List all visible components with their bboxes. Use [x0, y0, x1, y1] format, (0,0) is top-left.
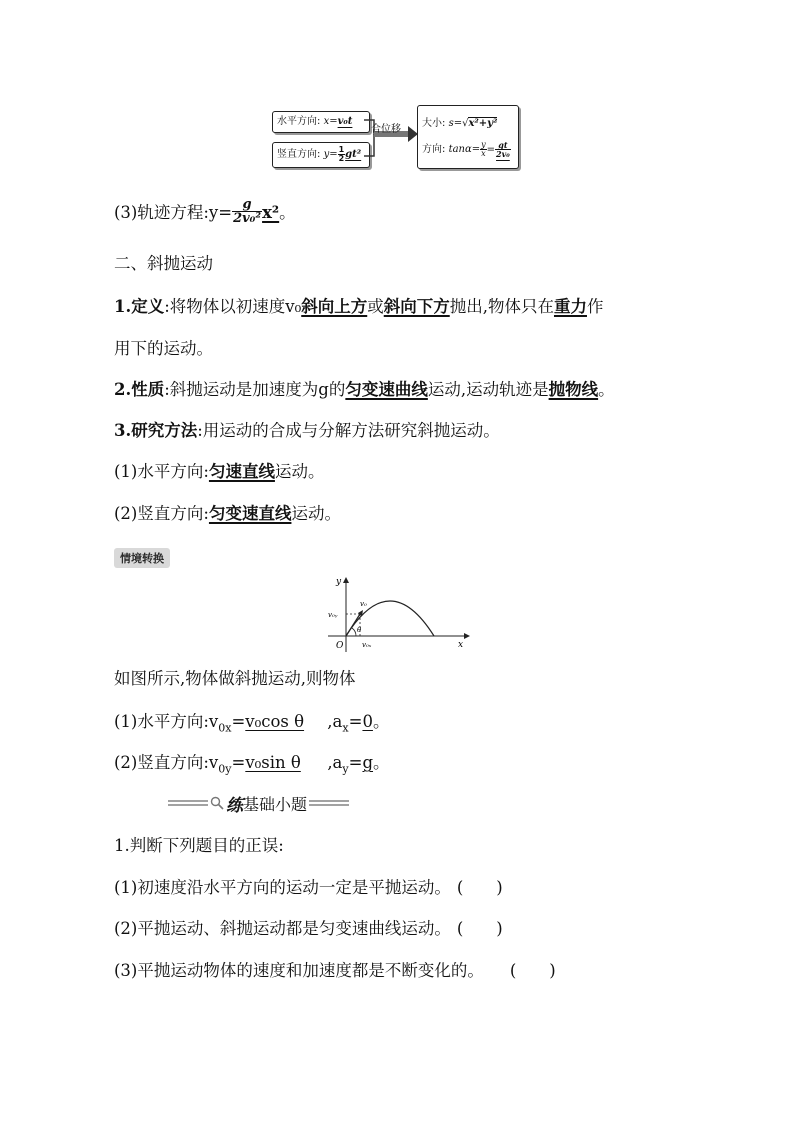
result-box: 大小: s=√x²+y² 方向: tanα= $\frac{y}{x}$ = $\frac{gt}{\text{2v₀}}$: [417, 105, 519, 169]
answer-blank[interactable]: ( ): [456, 878, 503, 897]
arrow-label: 合位移: [371, 124, 401, 135]
projectile-graph: [322, 574, 472, 654]
question-1-item: (2)平抛运动、斜抛运动都是匀变速曲线运动。 ( ): [114, 919, 503, 938]
sqrt-icon: √: [462, 118, 469, 129]
merge-arrow-icon: [364, 108, 420, 168]
trajectory-equation: (3)轨迹方程:y= $\frac{g}{\text{2v₀²}}$ x²。: [114, 197, 296, 226]
double-line-left-icon: [168, 799, 208, 807]
origin-label: O: [336, 641, 344, 651]
v0y-label: v₀ᵧ: [328, 611, 338, 619]
method-line: 3.研究方法:用运动的合成与分解方法研究斜抛运动。: [114, 421, 500, 440]
vertical-components: (2)竖直方向$:v_{0y}=v_0\sin$ θ $,a_y=g$。: [114, 753, 390, 776]
scenario-tag: 情境转换: [114, 548, 170, 568]
horizontal-components: (1)水平方向$:v_{0x}=v_0\cos$ θ $,a_x=0$。: [114, 712, 390, 735]
horizontal-box: 水平方向: x=v₀t: [272, 111, 370, 133]
question-1-item: (3)平抛运动物体的速度和加速度都是不断变化的。 ( ): [114, 961, 556, 980]
x-axis-label: x: [458, 640, 464, 650]
practice-header: [168, 792, 349, 814]
y-axis-label: y: [336, 577, 342, 587]
method-horizontal: (1)水平方向:匀速直线运动。: [114, 462, 325, 481]
section-heading: 二、斜抛运动: [114, 254, 213, 273]
question-1-title: 1.判断下列题目的正误:: [114, 836, 284, 855]
v0-label: v₀: [360, 600, 367, 608]
magnifier-icon: [210, 796, 224, 810]
theta-label: θ: [357, 626, 362, 634]
definition-line-1: 1.定义:将物体以初速度v₀斜向上方或斜向下方抛出,物体只在重力作: [114, 297, 604, 316]
answer-blank[interactable]: ( ): [456, 919, 503, 938]
method-vertical: (2)竖直方向:匀变速直线运动。: [114, 504, 341, 523]
graph-caption: 如图所示,物体做斜抛运动,则物体: [114, 669, 356, 688]
practice-icon-char: 练: [226, 795, 243, 816]
question-1-item: (1)初速度沿水平方向的运动一定是平抛运动。 ( ): [114, 878, 503, 897]
v0x-label: v₀ₓ: [362, 641, 372, 649]
practice-title: 基础小题: [243, 794, 308, 814]
answer-blank[interactable]: ( ): [509, 961, 556, 980]
definition-line-2: 用下的运动。: [114, 339, 213, 358]
vertical-box: 竖直方向: y= $\frac{1}{2}$ gt²: [272, 142, 370, 168]
double-line-right-icon: [309, 799, 349, 807]
property-line: 2.性质:斜抛运动是加速度为g的匀变速曲线运动,运动轨迹是抛物线。: [114, 380, 615, 399]
